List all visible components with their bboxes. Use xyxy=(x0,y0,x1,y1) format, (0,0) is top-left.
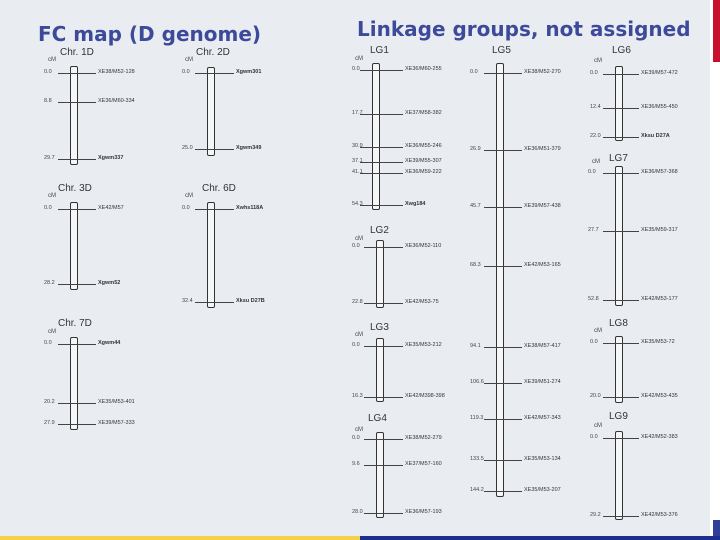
marker-position: 106.6 xyxy=(470,379,484,385)
marker-name: Xwg184 xyxy=(405,201,426,207)
group-name: Chr. 2D xyxy=(196,47,230,58)
marker-name: XE39/M51-274 xyxy=(524,379,561,385)
group-name: LG9 xyxy=(609,411,628,422)
marker-tick xyxy=(364,247,403,248)
chromosome-bar xyxy=(496,63,504,497)
marker-position: 27.7 xyxy=(588,227,599,233)
marker-position: 144.2 xyxy=(470,487,484,493)
marker-tick xyxy=(195,302,234,303)
marker-tick xyxy=(603,343,639,344)
cm-unit-label: cM xyxy=(594,423,602,429)
chromosome-bar xyxy=(615,166,623,306)
marker-tick xyxy=(58,209,96,210)
marker-name: XE35/M53-207 xyxy=(524,487,561,493)
marker-position: 22.0 xyxy=(590,133,601,139)
marker-position: 45.7 xyxy=(470,203,481,209)
chromosome-bar xyxy=(615,336,623,403)
marker-name: XE36/M57-368 xyxy=(641,169,678,175)
marker-name: XE39/M57-333 xyxy=(98,420,135,426)
marker-position: 28.0 xyxy=(352,509,363,515)
marker-tick xyxy=(484,419,522,420)
marker-position: 17.7 xyxy=(352,110,363,116)
cm-unit-label: cM xyxy=(48,329,56,335)
marker-tick xyxy=(58,159,96,160)
marker-position: 68.3 xyxy=(470,262,481,268)
group-name: Chr. 7D xyxy=(58,318,92,329)
marker-name: XE39/M57-438 xyxy=(524,203,561,209)
marker-tick xyxy=(58,102,96,103)
chromosome-bar xyxy=(70,202,78,290)
chromosome-bar xyxy=(376,432,384,518)
marker-position: 22.8 xyxy=(352,299,363,305)
marker-name: Xksu D27A xyxy=(641,133,670,139)
marker-position: 0.0 xyxy=(44,340,52,346)
marker-position: 0.0 xyxy=(590,339,598,345)
marker-name: XE38/M52-128 xyxy=(98,69,135,75)
marker-tick xyxy=(195,73,234,74)
marker-name: XE42/M52-383 xyxy=(641,434,678,440)
marker-position: 94.1 xyxy=(470,343,481,349)
marker-name: XE42/M53-75 xyxy=(405,299,439,305)
marker-name: XE42/M53-165 xyxy=(524,262,561,268)
marker-position: 0.0 xyxy=(590,70,598,76)
marker-name: XE37/M58-382 xyxy=(405,110,442,116)
marker-tick xyxy=(603,516,639,517)
marker-position: 0.0 xyxy=(590,434,598,440)
marker-tick xyxy=(360,70,403,71)
group-name: LG3 xyxy=(370,322,389,333)
marker-name: XE35/M59-317 xyxy=(641,227,678,233)
marker-name: XE36/M55-450 xyxy=(641,104,678,110)
marker-tick xyxy=(603,137,639,138)
marker-position: 119.3 xyxy=(470,415,484,421)
right-accent-stripe xyxy=(713,0,720,62)
marker-name: XE42/M57-343 xyxy=(524,415,561,421)
marker-position: 32.4 xyxy=(182,298,193,304)
marker-position: 0.0 xyxy=(352,435,360,441)
marker-position: 0.0 xyxy=(44,205,52,211)
marker-tick xyxy=(484,491,522,492)
cm-unit-label: cM xyxy=(355,236,363,242)
chromosome-bar xyxy=(207,67,215,156)
marker-position: 16.3 xyxy=(352,393,363,399)
marker-name: XE42/M53-177 xyxy=(641,296,678,302)
marker-name: Xgwm52 xyxy=(98,280,121,286)
bottom-blue-stripe xyxy=(360,536,720,540)
marker-name: XE42/M398-398 xyxy=(405,393,445,399)
marker-tick xyxy=(484,383,522,384)
marker-position: 0.0 xyxy=(588,169,596,175)
left-title: FC map (D genome) xyxy=(38,22,262,46)
group-name: Chr. 3D xyxy=(58,183,92,194)
marker-tick xyxy=(58,424,96,425)
marker-tick xyxy=(484,460,522,461)
group-name: LG4 xyxy=(368,413,387,424)
marker-name: XE36/M60-255 xyxy=(405,66,442,72)
marker-position: 0.0 xyxy=(182,69,190,75)
marker-name: XE37/M57-160 xyxy=(405,461,442,467)
marker-position: 0.0 xyxy=(470,69,478,75)
group-name: Chr. 6D xyxy=(202,183,236,194)
marker-position: 20.0 xyxy=(590,393,601,399)
marker-tick xyxy=(364,439,403,440)
marker-position: 54.3 xyxy=(352,201,363,207)
marker-tick xyxy=(484,266,522,267)
marker-position: 41.1 xyxy=(352,169,363,175)
marker-tick xyxy=(603,231,639,232)
cm-unit-label: cM xyxy=(48,193,56,199)
cm-unit-label: cM xyxy=(185,57,193,63)
marker-tick xyxy=(360,147,403,148)
marker-name: Xgwm44 xyxy=(98,340,121,346)
marker-name: XE38/M57-417 xyxy=(524,343,561,349)
marker-position: 0.0 xyxy=(182,205,190,211)
marker-tick xyxy=(603,108,639,109)
marker-tick xyxy=(603,397,639,398)
group-name: LG2 xyxy=(370,225,389,236)
cm-unit-label: cM xyxy=(48,57,56,63)
cm-unit-label: cM xyxy=(594,58,602,64)
marker-tick xyxy=(360,114,403,115)
group-name: LG5 xyxy=(492,45,511,56)
group-name: LG8 xyxy=(609,318,628,329)
marker-tick xyxy=(484,207,522,208)
marker-tick xyxy=(364,465,403,466)
marker-tick xyxy=(360,173,403,174)
marker-name: Xgwm337 xyxy=(98,155,124,161)
marker-tick xyxy=(484,347,522,348)
marker-tick xyxy=(484,150,522,151)
marker-position: 0.0 xyxy=(44,69,52,75)
chromosome-bar xyxy=(207,202,215,308)
marker-name: XE36/M51-379 xyxy=(524,146,561,152)
chromosome-bar xyxy=(70,66,78,165)
marker-tick xyxy=(603,438,639,439)
marker-name: XE39/M57-472 xyxy=(641,70,678,76)
marker-tick xyxy=(58,284,96,285)
marker-tick xyxy=(360,162,403,163)
marker-name: Xwhs118A xyxy=(236,205,264,211)
cm-unit-label: cM xyxy=(185,193,193,199)
marker-name: XE36/M60-334 xyxy=(98,98,135,104)
marker-tick xyxy=(364,397,403,398)
group-name: LG1 xyxy=(370,45,389,56)
chromosome-bar xyxy=(376,338,384,402)
marker-name: XE36/M52-110 xyxy=(405,243,442,249)
marker-position: 0.0 xyxy=(352,243,360,249)
marker-tick xyxy=(364,346,403,347)
marker-name: XE36/M57-193 xyxy=(405,509,442,515)
marker-name: Xksu D27B xyxy=(236,298,265,304)
marker-tick xyxy=(364,513,403,514)
marker-position: 0.0 xyxy=(352,66,360,72)
marker-name: XE38/M52-270 xyxy=(524,69,561,75)
chromosome-bar xyxy=(615,431,623,520)
marker-position: 52.8 xyxy=(588,296,599,302)
marker-tick xyxy=(603,300,639,301)
right-title: Linkage groups, not assigned xyxy=(357,17,691,41)
marker-name: XE35/M53-72 xyxy=(641,339,675,345)
chromosome-bar xyxy=(376,240,384,308)
marker-name: XE38/M52-279 xyxy=(405,435,442,441)
group-name: LG7 xyxy=(609,153,628,164)
cm-unit-label: cM xyxy=(355,56,363,62)
group-name: LG6 xyxy=(612,45,631,56)
marker-position: 25.0 xyxy=(182,145,193,151)
marker-position: 20.2 xyxy=(44,399,55,405)
marker-name: XE36/M55-246 xyxy=(405,143,442,149)
marker-tick xyxy=(360,205,403,206)
marker-name: Xgwm301 xyxy=(236,69,262,75)
marker-name: XE35/M53-401 xyxy=(98,399,135,405)
marker-position: 37.1 xyxy=(352,158,363,164)
marker-position: 133.5 xyxy=(470,456,484,462)
cm-unit-label: cM xyxy=(355,332,363,338)
marker-position: 27.9 xyxy=(44,420,55,426)
marker-tick xyxy=(484,73,522,74)
marker-tick xyxy=(364,303,403,304)
marker-tick xyxy=(58,73,96,74)
marker-tick xyxy=(58,344,96,345)
marker-position: 9.6 xyxy=(352,461,360,467)
marker-position: 29.2 xyxy=(590,512,601,518)
cm-unit-label: cM xyxy=(355,427,363,433)
marker-position: 8.8 xyxy=(44,98,52,104)
marker-name: Xgwm349 xyxy=(236,145,262,151)
chromosome-bar xyxy=(615,66,623,141)
marker-tick xyxy=(58,403,96,404)
marker-name: XE42/M53-435 xyxy=(641,393,678,399)
marker-name: XE35/M53-134 xyxy=(524,456,561,462)
marker-position: 28.2 xyxy=(44,280,55,286)
bottom-yellow-stripe xyxy=(0,536,360,540)
marker-position: 26.9 xyxy=(470,146,481,152)
marker-name: XE35/M53-212 xyxy=(405,342,442,348)
marker-tick xyxy=(603,74,639,75)
marker-name: XE42/M53-376 xyxy=(641,512,678,518)
marker-tick xyxy=(195,209,234,210)
marker-position: 0.0 xyxy=(352,342,360,348)
cm-unit-label: cM xyxy=(592,159,600,165)
marker-position: 29.7 xyxy=(44,155,55,161)
cm-unit-label: cM xyxy=(594,328,602,334)
marker-tick xyxy=(603,173,639,174)
marker-name: XE36/M59-222 xyxy=(405,169,442,175)
marker-position: 30.9 xyxy=(352,143,363,149)
group-name: Chr. 1D xyxy=(60,47,94,58)
marker-name: XE42/M57 xyxy=(98,205,124,211)
marker-position: 12.4 xyxy=(590,104,601,110)
chromosome-bar xyxy=(70,337,78,430)
chromosome-bar xyxy=(372,63,380,210)
marker-tick xyxy=(195,149,234,150)
marker-name: XE39/M55-307 xyxy=(405,158,442,164)
